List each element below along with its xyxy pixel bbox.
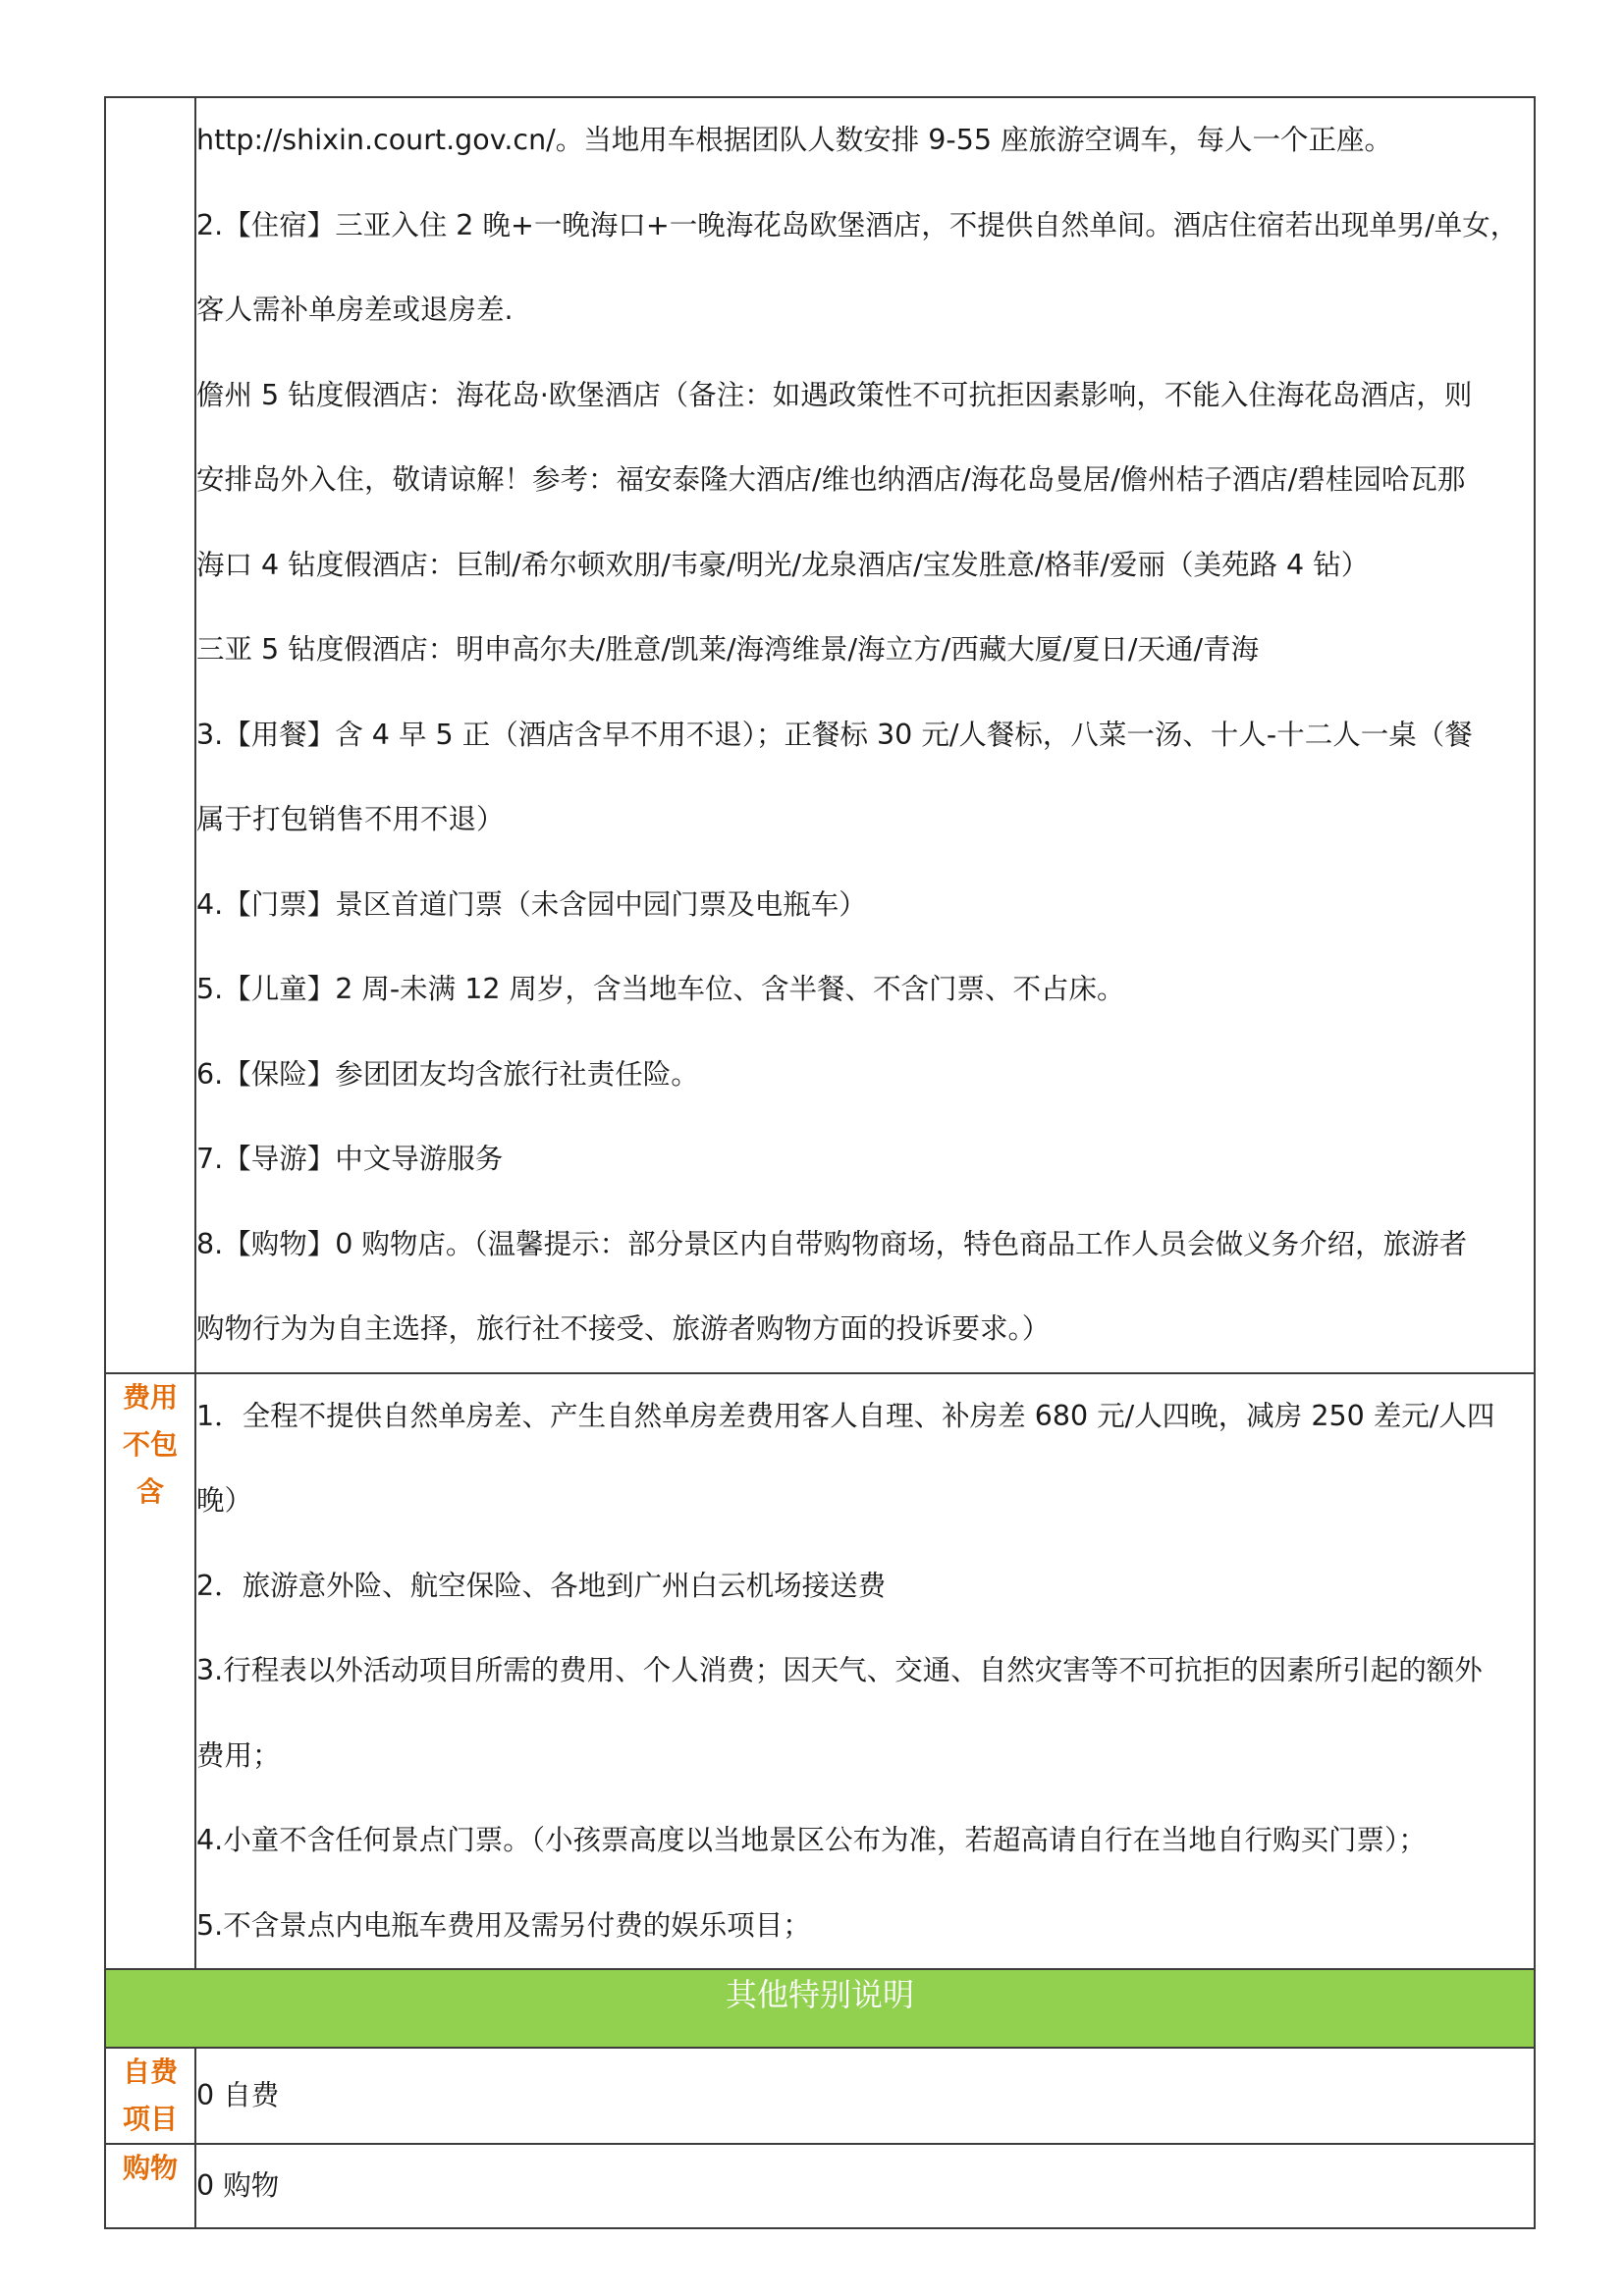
included-label-cell (105, 97, 195, 1373)
included-line: http://shixin.court.gov.cn/。当地用车根据团队人数安排 9-55 座旅游空调车，每人一个正座。 (196, 124, 1393, 156)
excluded-line: 3.行程表以外活动项目所需的费用、个人消费；因天气、交通、自然灾害等不可抗拒的因素所引起的额外 (196, 1654, 1483, 1686)
included-line: 海口 4 钻度假酒店：巨制/希尔顿欢朋/韦豪/明光/龙泉酒店/宝发胜意/格菲/爱丽（美苑路 4 钻） (196, 548, 1370, 581)
excluded-label-line: 含 (135, 1474, 164, 1508)
excluded-line: 费用； (196, 1738, 281, 1772)
shopping-content (195, 2144, 1535, 2228)
included-line: 8.【购物】0 购物店。（温馨提示：部分景区内自带购物商场，特色商品工作人员会做义务介绍，旅游者 (196, 1227, 1468, 1260)
self-pay-label (105, 2048, 195, 2144)
included-line: 安排岛外入住，敬请谅解！参考：福安泰隆大酒店/维也纳酒店/海花岛曼居/儋州桔子酒店/碧桂园哈瓦那 (196, 463, 1466, 496)
included-line: 三亚 5 钻度假酒店：明申高尔夫/胜意/凯莱/海湾维景/海立方/西藏大厦/夏日/天通/青海 (196, 633, 1260, 666)
excluded-content (195, 1373, 1535, 1970)
included-row (105, 97, 1535, 1373)
self-pay-value: 0 自费 (196, 2079, 280, 2111)
excluded-line: 5.不含景点内电瓶车费用及需另付费的娱乐项目； (196, 1908, 811, 1942)
included-line: 4.【门票】景区首道门票（未含园中园门票及电瓶车） (196, 887, 867, 921)
shopping-label-text: 购物 (122, 2152, 178, 2184)
excluded-line: 晚） (196, 1484, 253, 1517)
excluded-label (105, 1373, 195, 1970)
excluded-row (105, 1373, 1535, 1970)
self-pay-content (195, 2048, 1535, 2144)
shopping-value: 0 购物 (196, 2169, 280, 2202)
shopping-label (105, 2144, 195, 2228)
shopping-row (105, 2144, 1535, 2228)
included-line: 客人需补单房差或退房差. (196, 294, 514, 326)
self-pay-row (105, 2048, 1535, 2144)
included-line: 儋州 5 钻度假酒店：海花岛·欧堡酒店（备注：如遇政策性不可抗拒因素影响，不能入住海花岛酒店，则 (196, 378, 1473, 411)
special-section-row (105, 1969, 1535, 2048)
excluded-line: 2．旅游意外险、航空保险、各地到广州白云机场接送费 (196, 1569, 887, 1602)
included-content (195, 97, 1535, 1373)
excluded-label-line: 不包 (122, 1427, 178, 1461)
included-line: 3.【用餐】含 4 早 5 正（酒店含早不用不退）；正餐标 30 元/人餐标，八菜一汤、十人-十二人一桌（餐 (196, 718, 1473, 751)
self-pay-label-line: 项目 (122, 2103, 178, 2135)
included-line: 2.【住宿】三亚入住 2 晚+一晚海口+一晚海花岛欧堡酒店，不提供自然单间。酒店住宿若出现单男/单女， (196, 208, 1519, 241)
included-line: 6.【保险】参团团友均含旅行社责任险。 (196, 1057, 699, 1091)
excluded-label-line: 费用 (122, 1380, 178, 1414)
special-section-title: 其他特别说明 (105, 1969, 1535, 2048)
included-line: 购物行为为自主选择，旅行社不接受、旅游者购物方面的投诉要求。） (196, 1312, 1051, 1345)
itinerary-table (104, 96, 1536, 2229)
included-line: 5.【儿童】2 周-未满 12 周岁，含当地车位、含半餐、不含门票、不占床。 (196, 973, 1125, 1005)
included-line: 7.【导游】中文导游服务 (196, 1143, 504, 1175)
excluded-line: 1．全程不提供自然单房差、产生自然单房差费用客人自理、补房差 680 元/人四晚，减房 250 差元/人四 (196, 1399, 1495, 1432)
excluded-line: 4.小童不含任何景点门票。（小孩票高度以当地景区公布为准，若超高请自行在当地自行购买门票）； (196, 1824, 1427, 1856)
included-line: 属于打包销售不用不退） (196, 803, 505, 835)
self-pay-label-line: 自费 (122, 2056, 178, 2088)
